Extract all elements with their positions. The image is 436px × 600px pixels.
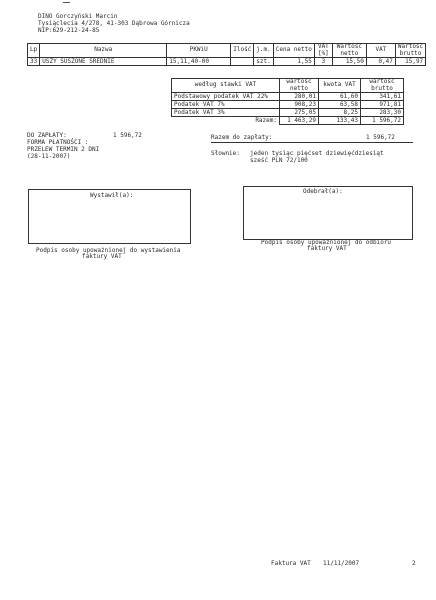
footer-doc-label: Faktura VAT	[271, 560, 311, 567]
payment-form-date: (28-11-2007)	[27, 153, 71, 160]
vat-total-net: 1 463,29	[280, 117, 319, 125]
vat-gross: 283,30	[361, 109, 404, 117]
seller-address: Tysiąclecia 4/278, 41-303 Dąbrowa Górnicza	[38, 20, 190, 27]
vat-summary-table	[171, 78, 404, 125]
col-header-net-price: Cena netto	[273, 44, 314, 58]
cell-qty	[231, 58, 254, 66]
payment-form-label: FORMA PŁATNOŚCI :	[27, 139, 89, 146]
col-header-net-value: Wartość netto	[332, 44, 366, 58]
table-row	[172, 93, 404, 101]
vat-total-gross: 1 596,72	[361, 117, 404, 125]
vat-rate-label: Podatek VAT 7%	[172, 101, 280, 109]
items-table	[27, 43, 426, 66]
vat-gross: 971,81	[361, 101, 404, 109]
cell-vat-rate: 3	[314, 58, 332, 66]
due-value: 1 596,72	[113, 132, 142, 139]
cell-net-price: 1,55	[273, 58, 314, 66]
col-header-lp: Lp	[28, 44, 40, 58]
col-header-gross-value: Wartość brutto	[395, 44, 425, 58]
table-row	[172, 109, 404, 117]
receiver-caption-2: faktury VAT	[307, 245, 347, 252]
seller-name: DINO Gorczyński Marcin	[38, 13, 118, 20]
payment-form-value: PRZELEW TERMIN 2 DNI	[27, 146, 100, 153]
amount-in-words-label: Słownie:	[211, 150, 240, 157]
table-row	[172, 101, 404, 109]
vat-amount: 61,60	[319, 93, 361, 101]
total-due-value: 1 596,72	[366, 134, 395, 141]
issuer-label: Wystawił(a):	[90, 192, 134, 199]
vat-amount: 63,58	[319, 101, 361, 109]
vat-gross: 341,61	[361, 93, 404, 101]
footer-page-number: 2	[412, 560, 416, 567]
vat-rate-label: Podstawowy podatek VAT 22%	[172, 93, 280, 101]
vat-col-header-vat: kwota VAT	[319, 79, 361, 93]
seller-nip: NIP:629-212-24-85	[38, 27, 100, 34]
col-header-vat-rate: VAT [%]	[314, 44, 332, 58]
col-header-vat: VAT	[366, 44, 395, 58]
cell-pkwiu: 15,11,40-00	[167, 58, 231, 66]
vat-col-header-gross: wartość brutto	[361, 79, 404, 93]
receiver-label: Odebrał(a):	[303, 188, 343, 195]
vat-total-label: Razem:	[172, 117, 280, 125]
table-row	[28, 58, 426, 66]
col-header-name: Nazwa	[40, 44, 167, 58]
vat-total-vat: 133,43	[319, 117, 361, 125]
vat-net: 908,23	[280, 101, 319, 109]
cell-lp: 33	[28, 58, 40, 66]
vat-col-header-net: wartość netto	[280, 79, 319, 93]
vat-net: 275,05	[280, 109, 319, 117]
col-header-unit: j.m.	[254, 44, 273, 58]
cell-unit: szt.	[254, 58, 273, 66]
amount-in-words-line2: sześć PLN 72/100	[250, 157, 308, 164]
vat-total-row	[172, 117, 404, 125]
total-divider	[211, 142, 413, 143]
cell-gross-value: 15,97	[395, 58, 425, 66]
items-header-row	[28, 44, 426, 58]
footer-date: 11/11/2007	[323, 560, 360, 567]
vat-rate-label: Podatek VAT 3%	[172, 109, 280, 117]
cell-net-value: 15,50	[332, 58, 366, 66]
vat-amount: 8,25	[319, 109, 361, 117]
total-due-label: Razem do zapłaty:	[211, 134, 273, 141]
cell-name: USZY SUSZONE ŚREDNIE	[40, 58, 167, 66]
due-label: DO ZAPŁATY:	[27, 132, 67, 139]
vat-summary-header-row	[172, 79, 404, 93]
amount-in-words-line1: jeden tysiąc pięćset dziewięćdziesiąt	[250, 150, 384, 157]
receiver-caption: Podpis osoby upoważnionej do odbioru	[261, 239, 392, 246]
top-mark	[63, 2, 70, 3]
vat-net: 280,01	[280, 93, 319, 101]
issuer-caption-2: faktury VAT	[82, 253, 122, 260]
cell-vat: 0,47	[366, 58, 395, 66]
col-header-pkwiu: PKWiU	[167, 44, 231, 58]
issuer-caption: Podpis osoby upoważnionej do wystawienia	[36, 247, 181, 254]
vat-col-header-rate: według stawki VAT	[172, 79, 280, 93]
col-header-qty: Ilość	[231, 44, 254, 58]
